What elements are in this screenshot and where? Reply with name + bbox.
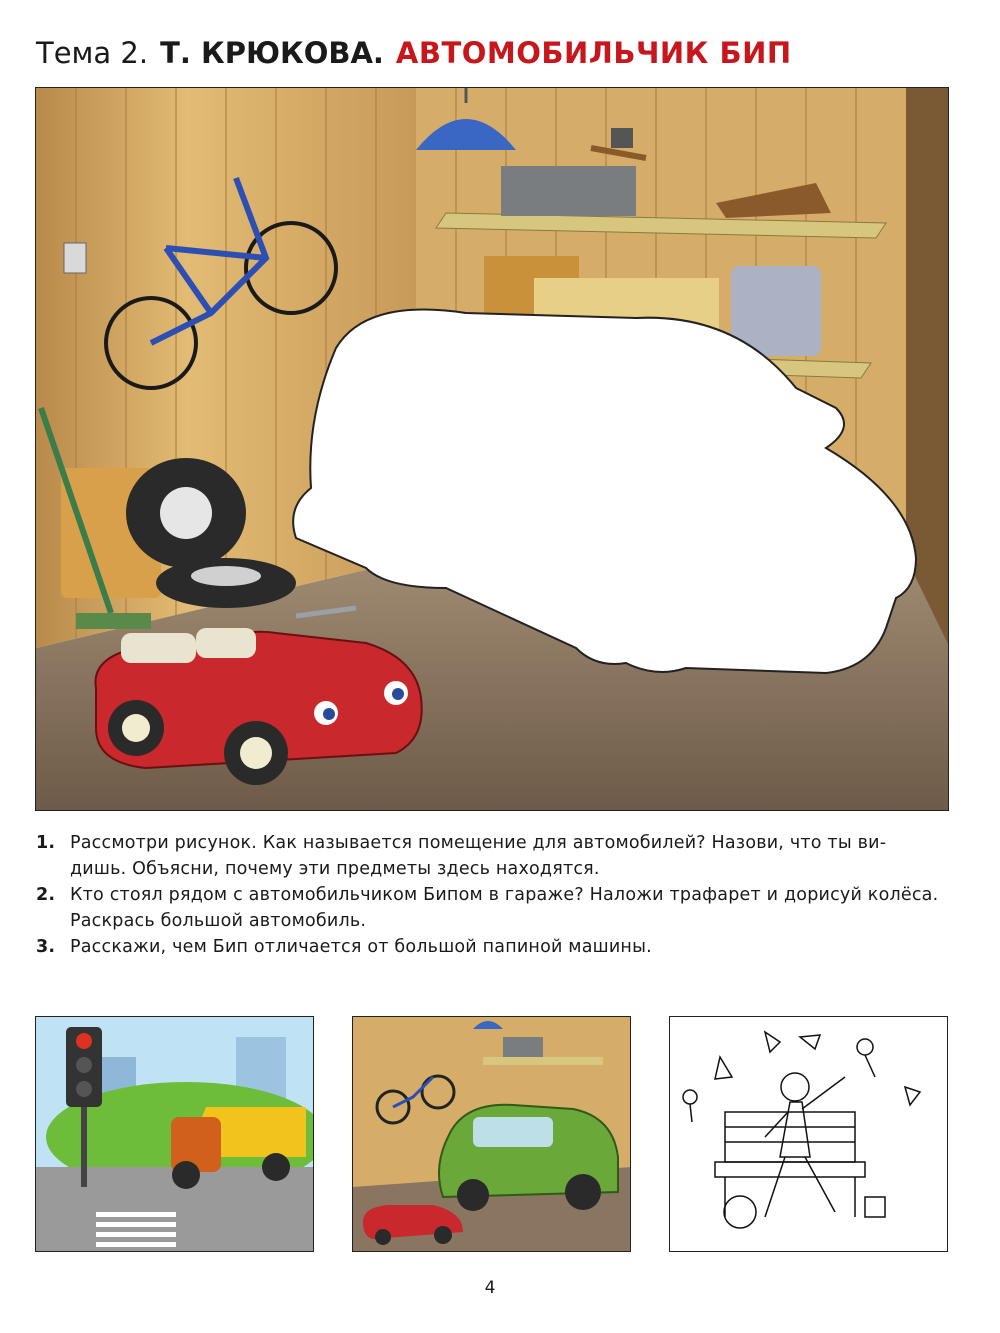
topic-label: Тема 2. [36, 36, 149, 70]
task-number: 2. [36, 885, 56, 905]
task-item [36, 830, 948, 882]
task-number: 3. [36, 937, 56, 957]
toolbox [501, 166, 636, 216]
street-thumbnail [35, 1016, 314, 1252]
page-number: 4 [484, 1278, 496, 1298]
girl-bench-thumbnail [669, 1016, 948, 1252]
garage-scene [36, 88, 949, 811]
task-number: 1. [36, 833, 56, 853]
street-scene [36, 1017, 314, 1252]
author-name: Т. КРЮКОВА. [160, 36, 384, 70]
page-heading [36, 28, 976, 78]
girl-bench-line-drawing [670, 1017, 948, 1252]
garage-thumbnail [352, 1016, 631, 1252]
task-list [36, 830, 948, 960]
task-item [36, 934, 948, 960]
task-text: Расскажи, чем Бип отличается от большой папиной машины. [70, 937, 652, 957]
task-text: Кто стоял рядом с автомобильчиком Бипом в гараже? Наложи трафарет и дорисуй колёса. Раскрась большой автомобиль. [70, 885, 939, 931]
garage-illustration [35, 87, 949, 811]
garage-small-scene [353, 1017, 631, 1252]
story-title: АВТОМОБИЛЬЧИК БИП [395, 36, 792, 70]
task-text: Рассмотри рисунок. Как называется помещение для автомобилей? Назови, что ты ви- дишь. Объясни, почему эти предметы здесь находятся. [70, 833, 887, 879]
task-item [36, 882, 948, 934]
